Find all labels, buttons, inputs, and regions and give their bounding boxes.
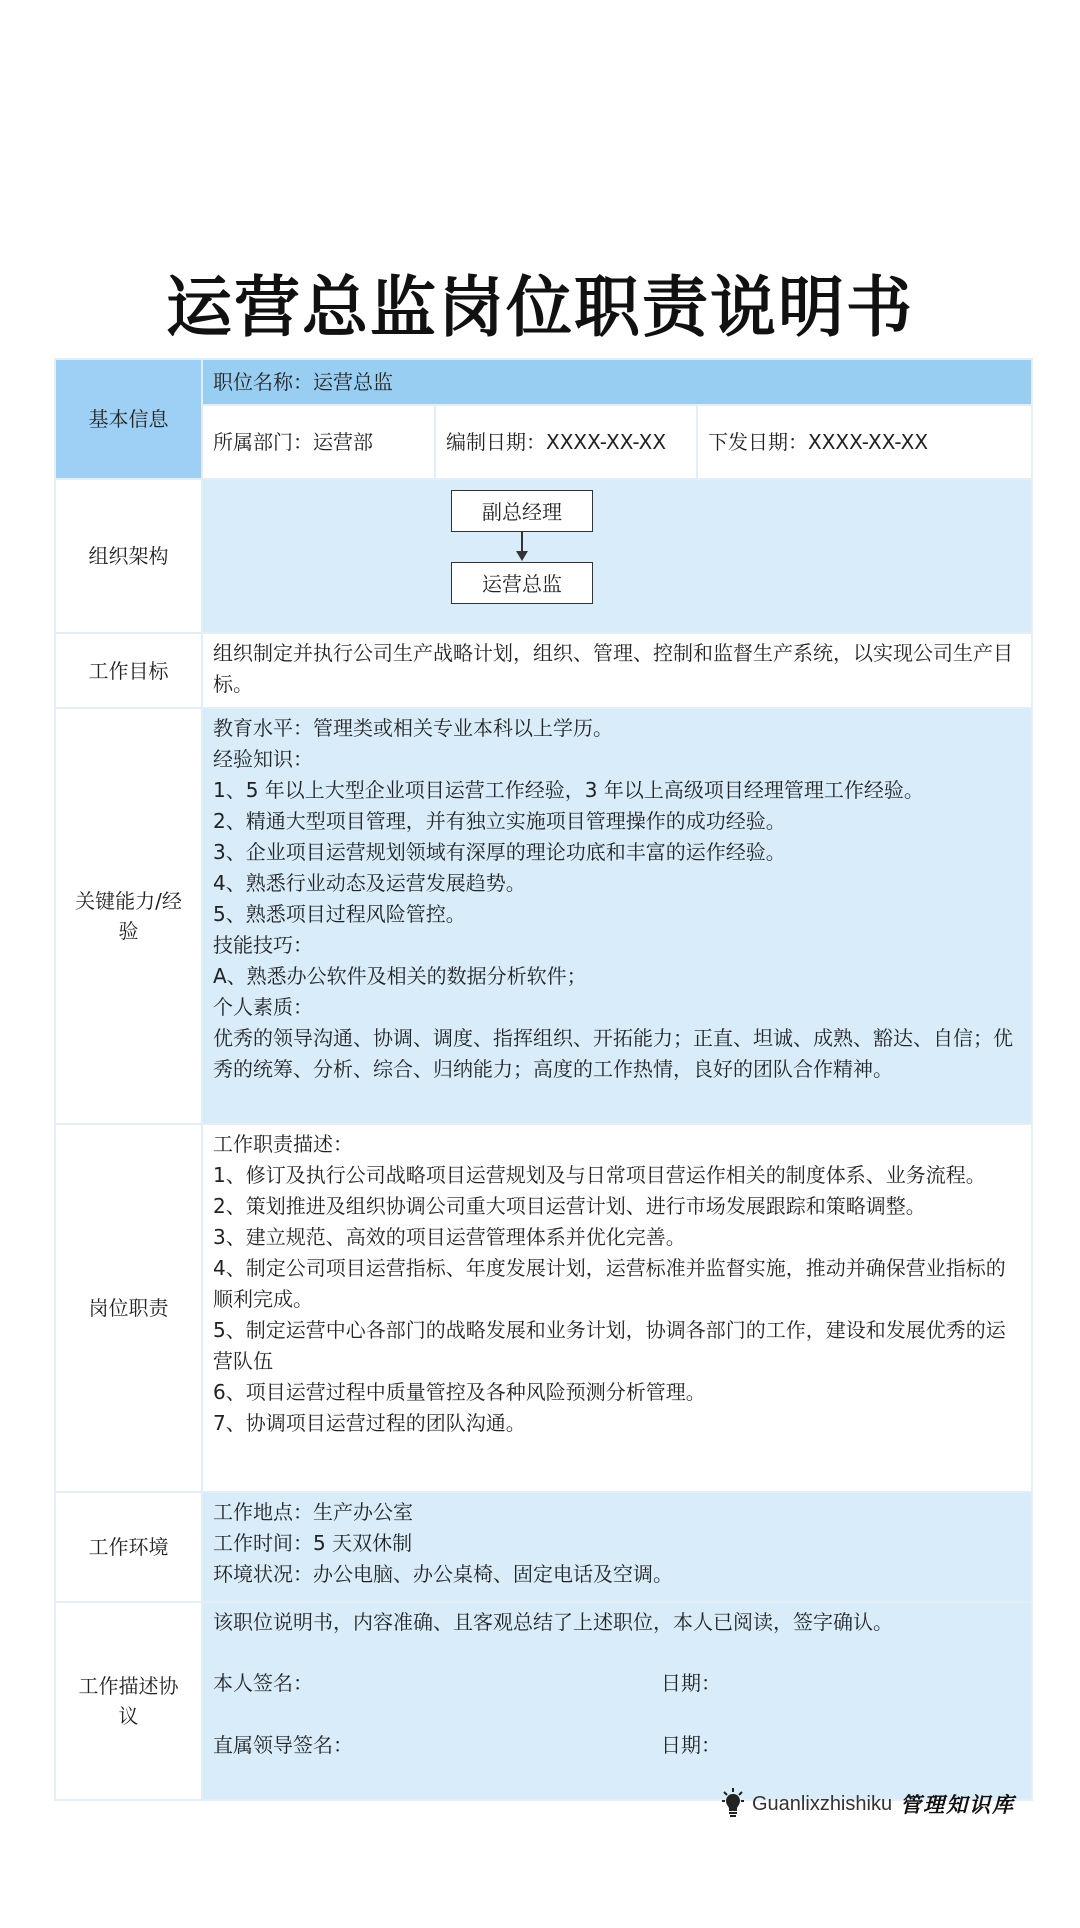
ability-line: 1、5 年以上大型企业项目运营工作经验，3 年以上高级项目经理管理工作经验。 xyxy=(213,778,924,802)
duties-content xyxy=(202,1124,1032,1492)
arrow-down-icon xyxy=(516,551,528,561)
org-chart xyxy=(203,480,1031,632)
org-superior-box: 副总经理 xyxy=(451,490,593,532)
ability-line: 个人素质： xyxy=(213,995,313,1019)
ability-line: 技能技巧： xyxy=(213,933,313,957)
ability-line: A、熟悉办公软件及相关的数据分析软件； xyxy=(213,964,587,988)
ability-label: 关键能力/经验 xyxy=(55,708,202,1124)
agreement-statement: 该职位说明书，内容准确、且客观总结了上述职位，本人已阅读，签字确认。 xyxy=(213,1610,893,1634)
leader-sign-row xyxy=(213,1730,1021,1761)
ability-content xyxy=(202,708,1032,1124)
department: 所属部门：运营部 xyxy=(202,405,435,479)
agreement-label: 工作描述协议 xyxy=(55,1602,202,1800)
goal-label: 工作目标 xyxy=(55,633,202,708)
org-chart-cell xyxy=(202,479,1032,633)
brand-watermark xyxy=(722,1786,1015,1822)
goal-row xyxy=(55,633,1032,708)
brand-chinese-text: 管理知识库 xyxy=(900,1792,1016,1817)
ability-line: 教育水平：管理类或相关专业本科以上学历。 xyxy=(213,716,613,740)
self-sign-label: 本人签名： xyxy=(213,1671,313,1695)
basic-info-row-2 xyxy=(55,405,1032,479)
duties-line: 1、修订及执行公司战略项目运营规划及与日常项目营运作相关的制度体系、业务流程。 xyxy=(213,1163,986,1187)
leader-sign-label: 直属领导签名： xyxy=(213,1733,353,1757)
ability-line: 5、熟悉项目过程风险管控。 xyxy=(213,902,466,926)
environment-row xyxy=(55,1492,1032,1602)
basic-info-label: 基本信息 xyxy=(55,359,202,479)
self-sign-row xyxy=(213,1668,1021,1699)
ability-line: 3、企业项目运营规划领域有深厚的理论功底和丰富的运作经验。 xyxy=(213,840,786,864)
duties-label: 岗位职责 xyxy=(55,1124,202,1492)
environment-line: 环境状况：办公电脑、办公桌椅、固定电话及空调。 xyxy=(213,1562,673,1586)
org-label: 组织架构 xyxy=(55,479,202,633)
duties-line: 工作职责描述： xyxy=(213,1132,353,1156)
environment-line: 工作地点：生产办公室 xyxy=(213,1500,413,1524)
ability-line: 优秀的领导沟通、协调、调度、指挥组织、开拓能力；正直、坦诚、成熟、豁达、自信；优秀的统筹、分析、综合、归纳能力；高度的工作热情，良好的团队合作精神。 xyxy=(213,1026,1013,1081)
org-connector-line xyxy=(521,532,523,552)
org-row xyxy=(55,479,1032,633)
job-description-table xyxy=(54,358,1033,1801)
ability-row xyxy=(55,708,1032,1124)
self-date-label: 日期： xyxy=(661,1671,721,1695)
goal-text: 组织制定并执行公司生产战略计划，组织、管理、控制和监督生产系统，以实现公司生产目标。 xyxy=(202,633,1032,708)
duties-line: 6、项目运营过程中质量管控及各种风险预测分析管理。 xyxy=(213,1380,706,1404)
document-title: 运营总监岗位职责说明书 xyxy=(166,268,914,346)
position-name: 职位名称：运营总监 xyxy=(202,359,1032,405)
ability-line: 2、精通大型项目管理，并有独立实施项目管理操作的成功经验。 xyxy=(213,809,786,833)
brand-latin-text: Guanlixzhishiku xyxy=(752,1792,893,1815)
issue-date: 下发日期：XXXX-XX-XX xyxy=(697,405,1032,479)
duties-line: 3、建立规范、高效的项目运营管理体系并优化完善。 xyxy=(213,1225,686,1249)
duties-line: 4、制定公司项目运营指标、年度发展计划，运营标准并监督实施，推动并确保营业指标的顺利完成。 xyxy=(213,1256,1006,1311)
agreement-content xyxy=(202,1602,1032,1800)
basic-info-row-1 xyxy=(55,359,1032,405)
environment-line: 工作时间：5 天双休制 xyxy=(213,1531,413,1555)
agreement-row xyxy=(55,1602,1032,1800)
ability-line: 经验知识： xyxy=(213,747,313,771)
ability-line: 4、熟悉行业动态及运营发展趋势。 xyxy=(213,871,526,895)
duties-line: 7、协调项目运营过程的团队沟通。 xyxy=(213,1411,526,1435)
lightbulb-icon xyxy=(722,1788,744,1820)
duties-line: 2、策划推进及组织协调公司重大项目运营计划、进行市场发展跟踪和策略调整。 xyxy=(213,1194,926,1218)
environment-label: 工作环境 xyxy=(55,1492,202,1602)
duties-row xyxy=(55,1124,1032,1492)
duties-line: 5、制定运营中心各部门的战略发展和业务计划，协调各部门的工作，建设和发展优秀的运营队伍 xyxy=(213,1318,1006,1373)
leader-date-label: 日期： xyxy=(661,1733,721,1757)
compile-date: 编制日期：XXXX-XX-XX xyxy=(435,405,697,479)
environment-content xyxy=(202,1492,1032,1602)
org-position-box: 运营总监 xyxy=(451,562,593,604)
